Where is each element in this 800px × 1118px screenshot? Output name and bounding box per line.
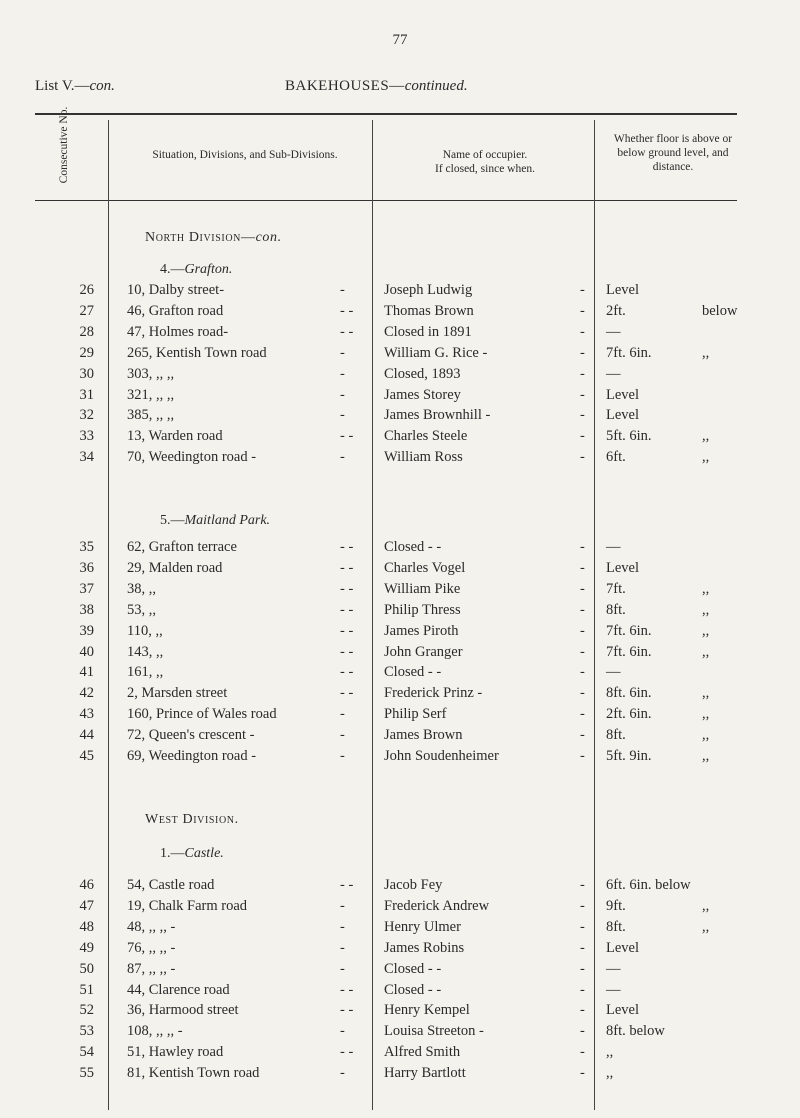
row-floor-extra: ,,	[702, 601, 710, 618]
row-situation-dash: -	[340, 939, 345, 956]
table-row	[0, 685, 800, 707]
row-situation: 160, Prince of Wales road	[127, 706, 277, 723]
row-occupier-dash: -	[580, 323, 585, 340]
row-situation: 10, Dalby street-	[127, 282, 225, 298]
row-floor: 6ft.	[606, 449, 626, 466]
division-name: West Division.	[145, 812, 239, 827]
row-situation-dash: - -	[340, 1002, 354, 1019]
row-floor: 5ft. 6in.	[606, 428, 652, 445]
column-header-consecutive: Consecutive No.	[58, 106, 70, 184]
row-occupier: Frederick Prinz -	[384, 685, 483, 702]
row-occupier-dash: -	[580, 706, 585, 723]
row-occupier: Closed - -	[384, 664, 442, 681]
row-number: 45	[79, 748, 94, 764]
row-floor: 7ft.	[606, 580, 626, 597]
row-situation: 51, Hawley road	[127, 1044, 224, 1061]
row-floor-extra: ,,	[702, 344, 710, 361]
row-situation: 2, Marsden street	[127, 685, 228, 702]
row-situation-dash: -	[340, 365, 345, 382]
row-occupier-dash: -	[580, 1065, 585, 1082]
subdivision-heading	[160, 262, 232, 278]
subdivision-heading	[160, 846, 224, 862]
row-situation: 13, Warden road	[127, 428, 223, 445]
running-title-cont: continued.	[404, 78, 468, 94]
row-number: 46	[79, 877, 94, 893]
row-occupier-dash: -	[580, 727, 585, 744]
division-name-cont: con.	[255, 230, 282, 245]
row-floor-extra: ,,	[702, 580, 710, 597]
table-row	[0, 449, 800, 471]
row-occupier-dash: -	[580, 918, 585, 935]
row-situation: 29, Malden road	[127, 559, 223, 576]
row-situation-dash: -	[340, 282, 345, 298]
row-situation-dash: -	[340, 1023, 345, 1040]
row-number: 37	[79, 580, 94, 597]
row-occupier-dash: -	[580, 643, 585, 660]
page-number: 77	[392, 32, 408, 48]
row-situation-dash: -	[340, 1065, 345, 1082]
table-row	[0, 1023, 800, 1045]
row-occupier-dash: -	[580, 939, 585, 956]
row-floor-extra: ,,	[702, 706, 710, 723]
row-floor-extra: ,,	[702, 622, 710, 639]
row-number: 51	[79, 981, 94, 998]
row-situation: 54, Castle road	[127, 877, 215, 893]
table-row	[0, 748, 800, 770]
row-floor: 7ft. 6in.	[606, 643, 652, 660]
subdivision-prefix: 1.—	[160, 846, 185, 861]
table-row	[0, 428, 800, 450]
row-situation: 46, Grafton road	[127, 302, 224, 319]
row-occupier: Frederick Andrew	[384, 897, 490, 914]
table-row	[0, 982, 800, 1004]
row-number: 52	[79, 1002, 94, 1019]
row-floor: Level	[606, 282, 640, 298]
row-occupier-dash: -	[580, 748, 585, 764]
row-number: 30	[79, 365, 94, 382]
row-occupier: Philip Serf	[384, 706, 447, 723]
row-number: 33	[79, 428, 94, 445]
row-number: 31	[79, 386, 94, 403]
row-occupier: John Soudenheimer	[384, 748, 499, 764]
subdivision-prefix: 4.—	[160, 262, 185, 277]
table-row	[0, 1044, 800, 1066]
table-row	[0, 644, 800, 666]
row-occupier-dash: -	[580, 449, 585, 466]
row-situation-dash: - -	[340, 601, 354, 618]
row-occupier: Charles Vogel	[384, 559, 466, 576]
row-situation-dash: - -	[340, 323, 354, 340]
table-row	[0, 919, 800, 941]
row-situation-dash: - -	[340, 539, 354, 555]
row-situation-dash: -	[340, 960, 345, 977]
row-occupier-dash: -	[580, 981, 585, 998]
row-occupier-dash: -	[580, 664, 585, 681]
row-occupier-dash: -	[580, 539, 585, 555]
row-number: 32	[79, 407, 94, 424]
row-occupier: James Brownhill -	[384, 407, 491, 424]
row-situation-dash: -	[340, 386, 345, 403]
running-title	[285, 78, 468, 95]
row-situation-dash: - -	[340, 580, 354, 597]
row-situation-dash: -	[340, 748, 345, 764]
row-situation: 143, ,,	[127, 643, 164, 660]
row-occupier: James Piroth	[384, 622, 459, 639]
row-situation-dash: -	[340, 918, 345, 935]
table-row	[0, 560, 800, 582]
row-situation-dash: -	[340, 897, 345, 914]
table-row	[0, 387, 800, 409]
row-floor: —	[606, 960, 621, 977]
table-row	[0, 877, 800, 899]
row-floor-extra: ,,	[702, 748, 710, 764]
row-number: 38	[79, 601, 94, 618]
row-number: 36	[79, 559, 94, 576]
row-occupier: Thomas Brown	[384, 302, 474, 319]
row-situation: 72, Queen's crescent -	[127, 727, 255, 744]
list-label	[35, 78, 115, 95]
row-floor: Level	[606, 559, 640, 576]
row-situation-dash: - -	[340, 428, 354, 445]
row-floor-extra: ,,	[702, 727, 710, 744]
row-occupier-dash: -	[580, 580, 585, 597]
row-occupier: James Storey	[384, 386, 461, 403]
row-floor: ,,	[606, 1044, 614, 1061]
row-number: 39	[79, 622, 94, 639]
row-occupier-dash: -	[580, 685, 585, 702]
row-situation: 44, Clarence road	[127, 981, 230, 998]
row-floor-extra: ,,	[702, 643, 710, 660]
row-floor: 9ft.	[606, 897, 626, 914]
row-floor-extra: ,,	[702, 449, 710, 466]
row-situation-dash: -	[340, 407, 345, 424]
row-number: 42	[79, 685, 94, 702]
table-row	[0, 539, 800, 561]
row-number: 27	[79, 302, 94, 319]
row-occupier: John Granger	[384, 643, 463, 660]
row-situation-dash: - -	[340, 1044, 354, 1061]
table-row	[0, 602, 800, 624]
row-occupier-dash: -	[580, 559, 585, 576]
table-row	[0, 282, 800, 304]
row-situation: 70, Weedington road -	[127, 449, 257, 466]
row-situation: 303, ,, ,,	[127, 365, 175, 382]
row-situation: 62, Grafton terrace	[127, 539, 237, 555]
row-occupier-dash: -	[580, 1002, 585, 1019]
row-floor: —	[606, 664, 621, 681]
table-row	[0, 961, 800, 983]
list-label-text: List V.—	[35, 78, 90, 94]
row-number: 40	[79, 643, 94, 660]
row-occupier: Closed - -	[384, 539, 442, 555]
row-occupier: Closed in 1891	[384, 323, 472, 340]
row-floor: —	[606, 981, 621, 998]
row-situation: 110, ,,	[127, 622, 163, 639]
row-situation-dash: - -	[340, 664, 354, 681]
row-number: 55	[79, 1065, 94, 1082]
row-occupier-dash: -	[580, 601, 585, 618]
row-situation-dash: - -	[340, 877, 354, 893]
row-situation: 69, Weedington road -	[127, 748, 257, 764]
row-occupier: Closed - -	[384, 981, 442, 998]
row-situation-dash: -	[340, 344, 345, 361]
row-situation: 321, ,, ,,	[127, 386, 175, 403]
row-occupier: Joseph Ludwig	[384, 282, 473, 298]
row-situation: 36, Harmood street	[127, 1002, 239, 1019]
row-occupier: William Pike	[384, 580, 461, 597]
row-situation: 161, ,,	[127, 664, 164, 681]
row-situation-dash: - -	[340, 685, 354, 702]
table-row	[0, 940, 800, 962]
row-number: 48	[79, 918, 94, 935]
row-situation: 48, ,, ,, -	[127, 918, 176, 935]
table-row	[0, 581, 800, 603]
row-occupier-dash: -	[580, 428, 585, 445]
row-occupier-dash: -	[580, 897, 585, 914]
row-number: 43	[79, 706, 94, 723]
row-occupier-dash: -	[580, 282, 585, 298]
row-occupier: Jacob Fey	[384, 877, 443, 893]
row-number: 54	[79, 1044, 94, 1061]
row-floor-extra: ,,	[702, 428, 710, 445]
row-situation: 385, ,, ,,	[127, 407, 175, 424]
row-floor: 6ft. 6in. below	[606, 877, 691, 893]
row-situation-dash: - -	[340, 643, 354, 660]
row-floor: Level	[606, 407, 640, 424]
row-occupier: William G. Rice -	[384, 344, 488, 361]
row-situation: 53, ,,	[127, 601, 156, 618]
running-title-text: BAKEHOUSES—	[285, 78, 405, 94]
subdivision-prefix: 5.—	[160, 513, 185, 528]
row-situation: 108, ,, ,, -	[127, 1023, 183, 1040]
row-floor: 8ft. 6in.	[606, 685, 652, 702]
row-floor: 5ft. 9in.	[606, 748, 652, 764]
table-row	[0, 324, 800, 346]
row-number: 47	[79, 897, 94, 914]
row-situation: 265, Kentish Town road	[127, 344, 267, 361]
table-row	[0, 345, 800, 367]
row-number: 50	[79, 960, 94, 977]
table-row	[0, 366, 800, 388]
row-occupier-dash: -	[580, 302, 585, 319]
division-heading	[145, 230, 282, 246]
row-floor: 2ft.	[606, 302, 626, 319]
row-floor: —	[606, 365, 621, 382]
row-situation-dash: -	[340, 727, 345, 744]
column-header-occupier-line2: If closed, since when.	[435, 163, 535, 175]
row-occupier: Henry Kempel	[384, 1002, 470, 1019]
column-header-occupier-line1: Name of occupier.	[442, 149, 528, 161]
row-situation-dash: - -	[340, 302, 354, 319]
column-header-situation: Situation, Divisions, and Sub-Divisions.	[152, 149, 338, 161]
row-occupier: William Ross	[384, 449, 463, 466]
table-row	[0, 898, 800, 920]
row-situation-dash: - -	[340, 622, 354, 639]
row-number: 29	[79, 344, 94, 361]
row-floor-extra: below	[702, 302, 738, 319]
row-occupier-dash: -	[580, 407, 585, 424]
row-floor: 8ft.	[606, 601, 626, 618]
row-situation: 81, Kentish Town road	[127, 1065, 260, 1082]
table-top-rule	[35, 113, 737, 115]
row-floor: Level	[606, 386, 640, 403]
row-number: 34	[79, 449, 94, 466]
list-label-cont: con.	[89, 78, 115, 94]
row-occupier: Louisa Streeton -	[384, 1023, 484, 1040]
row-situation: 38, ,,	[127, 580, 156, 597]
row-number: 26	[79, 282, 94, 298]
table-row	[0, 303, 800, 325]
row-floor-extra: ,,	[702, 918, 710, 935]
row-situation-dash: -	[340, 706, 345, 723]
table-row	[0, 1065, 800, 1087]
row-floor: —	[606, 539, 621, 555]
row-floor: 7ft. 6in.	[606, 622, 652, 639]
subdivision-name: Castle.	[184, 846, 224, 861]
division-name: North Division—	[145, 230, 256, 245]
row-occupier-dash: -	[580, 877, 585, 893]
row-number: 49	[79, 939, 94, 956]
row-occupier: Henry Ulmer	[384, 918, 461, 935]
row-occupier: Closed, 1893	[384, 365, 461, 382]
row-number: 53	[79, 1023, 94, 1040]
row-situation-dash: -	[340, 449, 345, 466]
row-floor-extra: ,,	[702, 897, 710, 914]
row-floor: ,,	[606, 1065, 614, 1082]
row-floor: 8ft.	[606, 727, 626, 744]
table-row	[0, 623, 800, 645]
row-occupier-dash: -	[580, 1023, 585, 1040]
header-bottom-rule	[35, 200, 737, 201]
division-heading	[145, 812, 239, 828]
row-occupier-dash: -	[580, 344, 585, 361]
row-occupier-dash: -	[580, 386, 585, 403]
row-occupier-dash: -	[580, 622, 585, 639]
row-number: 44	[79, 727, 94, 744]
row-occupier: James Brown	[384, 727, 463, 744]
row-situation: 87, ,, ,, -	[127, 960, 176, 977]
row-occupier-dash: -	[580, 960, 585, 977]
row-occupier: Charles Steele	[384, 428, 468, 445]
row-occupier: Harry Bartlott	[384, 1065, 466, 1082]
row-situation-dash: - -	[340, 559, 354, 576]
column-header-floor: Whether floor is above or below ground level, and distance.	[613, 133, 733, 173]
row-occupier-dash: -	[580, 1044, 585, 1061]
row-situation: 19, Chalk Farm road	[127, 897, 248, 914]
row-occupier: Alfred Smith	[384, 1044, 461, 1061]
row-occupier: Closed - -	[384, 960, 442, 977]
row-situation: 47, Holmes road-	[127, 323, 229, 340]
row-floor: Level	[606, 1002, 640, 1019]
subdivision-name: Grafton.	[184, 262, 233, 277]
row-floor: 2ft. 6in.	[606, 706, 652, 723]
row-situation: 76, ,, ,, -	[127, 939, 176, 956]
row-floor: 8ft. below	[606, 1023, 665, 1040]
row-occupier: James Robins	[384, 939, 465, 956]
table-row	[0, 664, 800, 686]
row-situation-dash: - -	[340, 981, 354, 998]
row-floor-extra: ,,	[702, 685, 710, 702]
row-number: 28	[79, 323, 94, 340]
table-row	[0, 407, 800, 429]
row-floor: 8ft.	[606, 918, 626, 935]
row-number: 35	[79, 539, 94, 555]
table-row	[0, 706, 800, 728]
subdivision-name: Maitland Park.	[184, 513, 271, 528]
table-row	[0, 1002, 800, 1024]
row-floor: Level	[606, 939, 640, 956]
row-floor: —	[606, 323, 621, 340]
column-header-occupier	[380, 148, 590, 176]
row-floor: 7ft. 6in.	[606, 344, 652, 361]
subdivision-heading	[160, 513, 270, 529]
row-occupier: Philip Thress	[384, 601, 461, 618]
row-number: 41	[79, 664, 94, 681]
table-row	[0, 727, 800, 749]
row-occupier-dash: -	[580, 365, 585, 382]
